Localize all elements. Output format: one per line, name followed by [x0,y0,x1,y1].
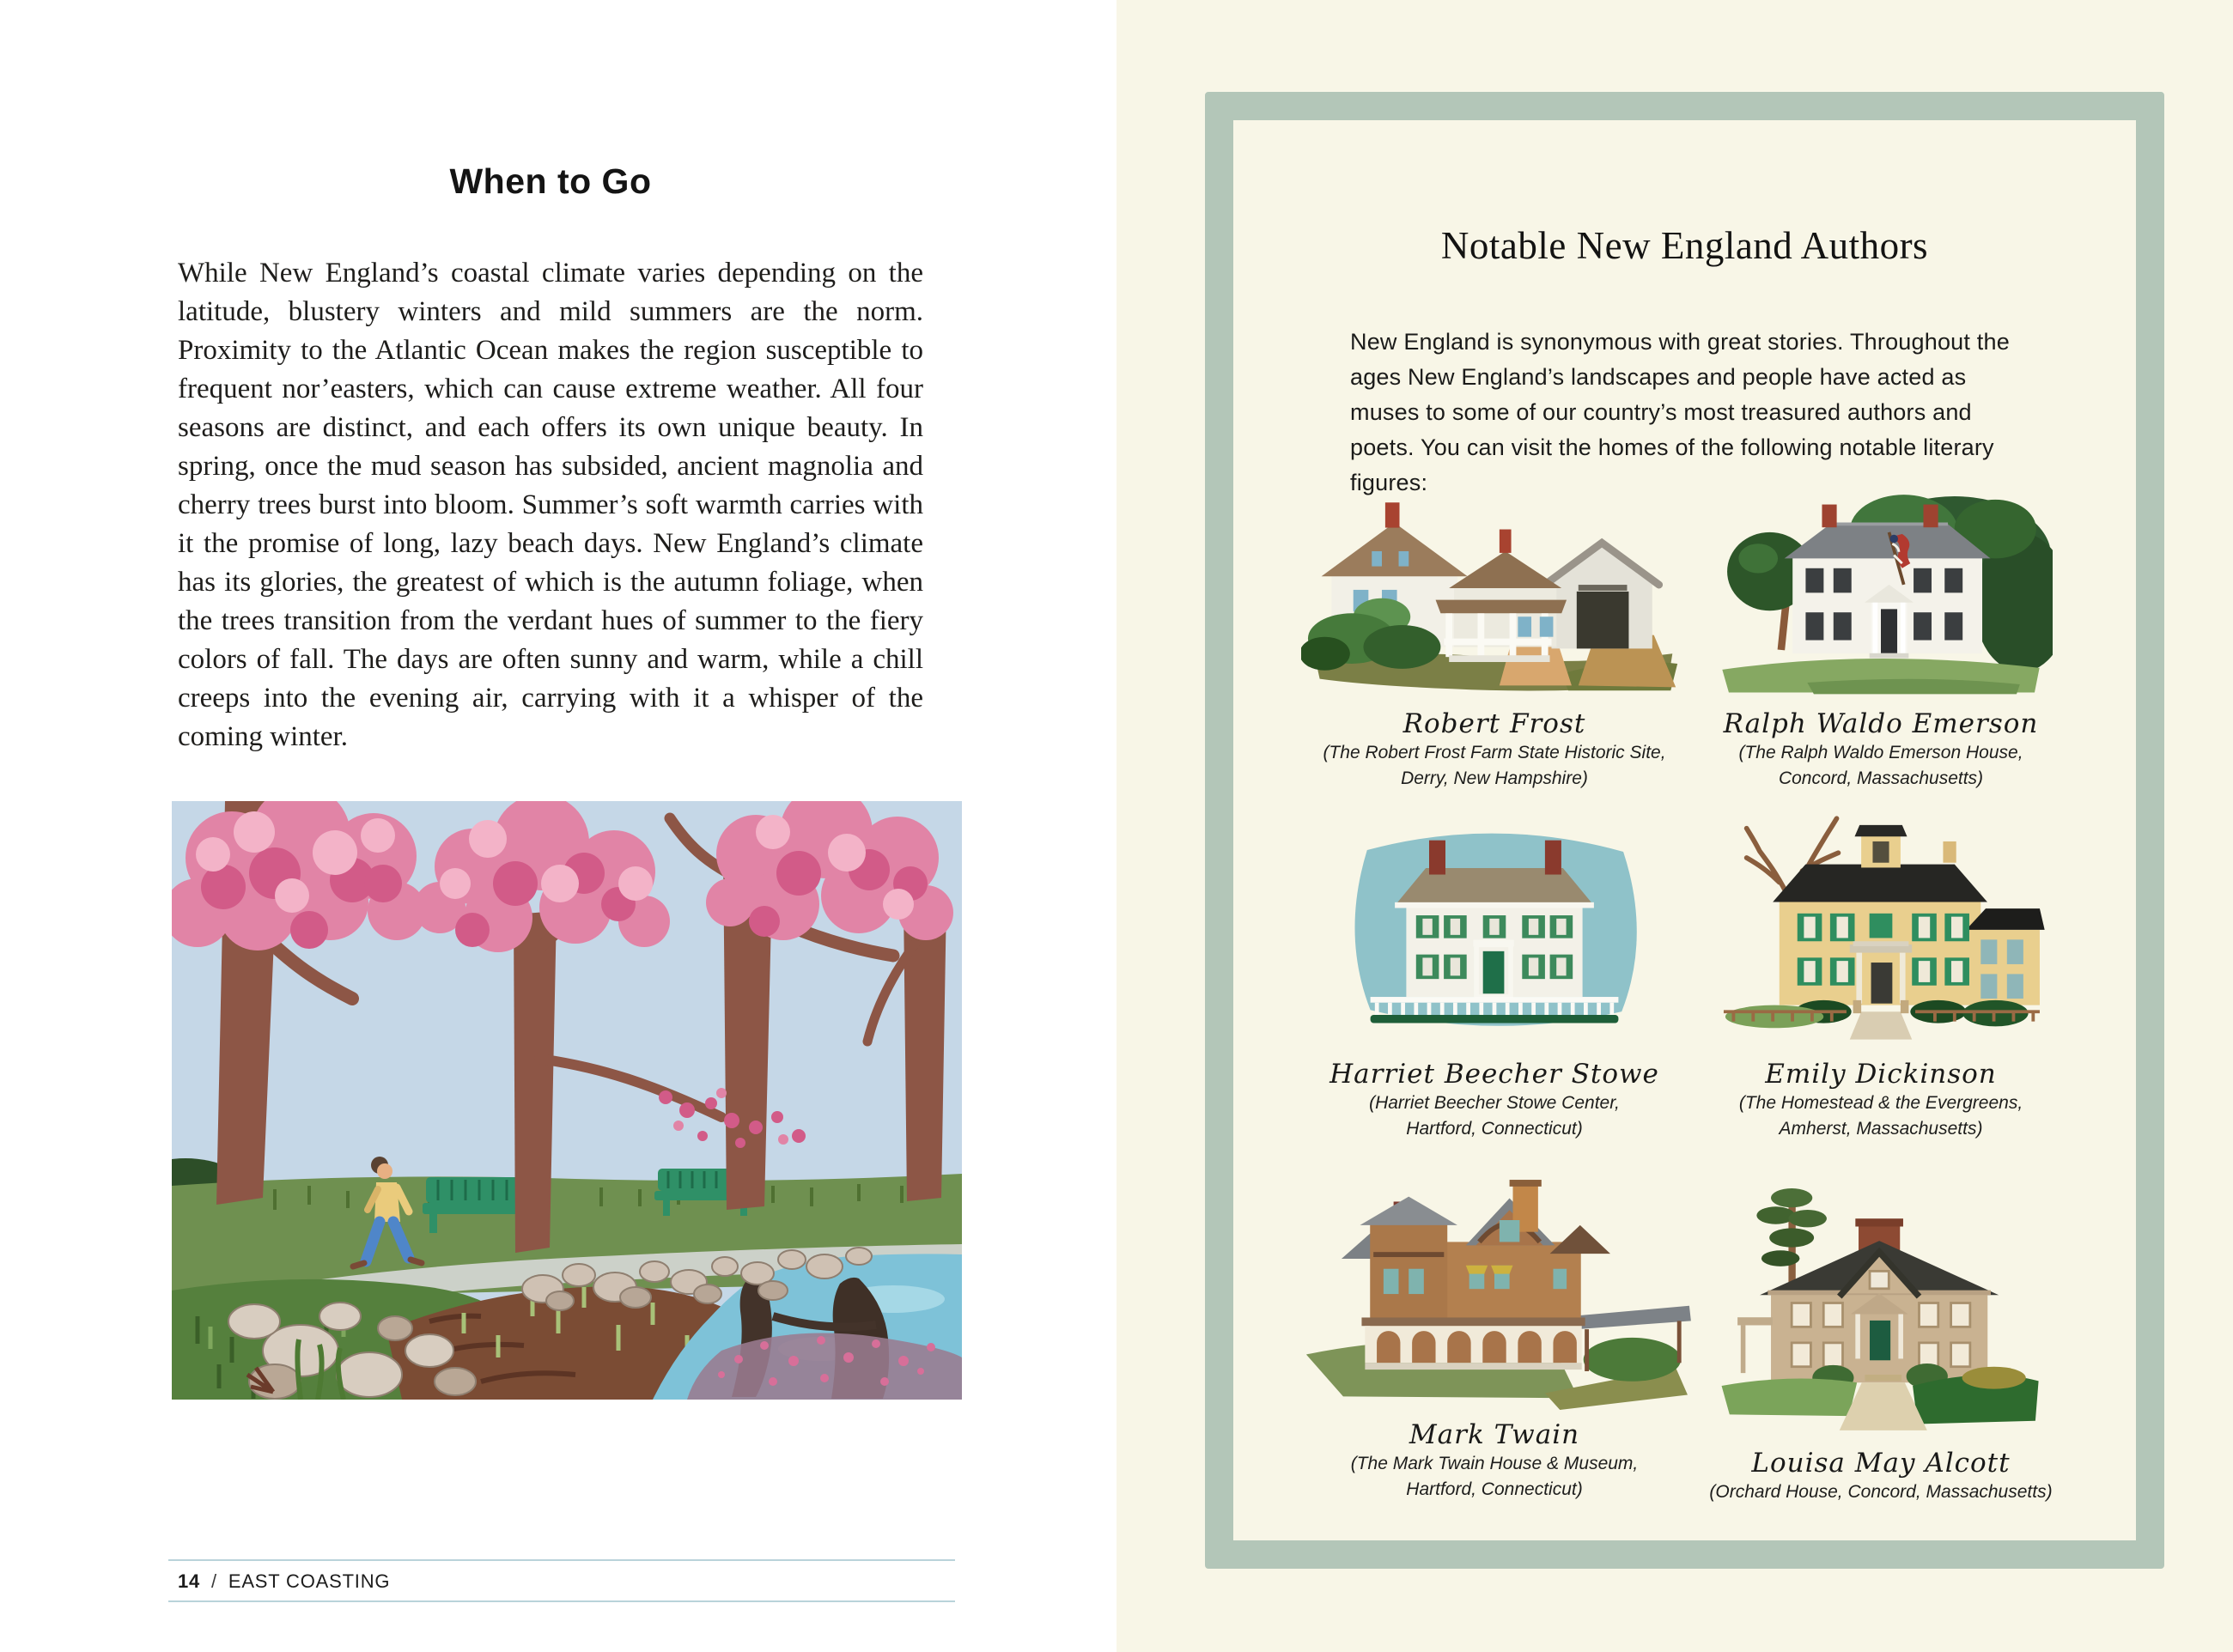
page-footer [168,1559,955,1602]
footer-separator: / [211,1570,217,1592]
author-caption-line2: Concord, Massachusetts) [1778,768,1984,788]
left-page [0,0,1116,1652]
author-caption-line2: Amherst, Massachusetts) [1779,1119,1983,1139]
author-caption-line1: (The Mark Twain House & Museum, [1350,1454,1639,1473]
frost-house-illustration [1280,471,1709,701]
stowe-house-illustration [1280,797,1709,1051]
section-heading: When to Go [449,161,652,201]
panel-intro: New England is synonymous with great stories. Throughout the ages New England’s landscapes and people have acted as muses to some of our country’s most treasured authors and poets. You can visit the homes of the following notable literary figures: [1350,329,2010,495]
author-name: Louisa May Alcott [1751,1448,2011,1479]
author-name: Robert Frost [1402,708,1586,739]
body-paragraph: While New England’s coastal climate varies depending on the latitude, blustery winters and mild summers are the norm. Proximity to the Atlantic Ocean makes the region susceptible to frequent nor’easters, which can cause extreme weather. All four seasons are distinct, and each offers its own unique beauty. In spring, once the mud season has subsided, ancient magnolia and cherry trees burst into bloom. Summer’s soft warmth carries with it the promise of long, lazy beach days. New England’s climate has its glories, the greatest of which is the autumn foliage, when the trees transition from the verdant hues of summer to the fiery colors of fall. The days are often sunny and warm, while a chill creeps into the evening air, carrying with it a whisper of the coming winter. [178,258,923,752]
book-title: EAST COASTING [228,1570,391,1592]
author-cell-louisa-may-alcott [1666,1135,2096,1505]
author-name: Ralph Waldo Emerson [1723,708,2039,739]
twain-house-illustration [1280,1135,1709,1412]
emerson-house-illustration [1666,471,2096,701]
author-cell-ralph-waldo-emerson [1666,471,2096,792]
author-name: Mark Twain [1409,1419,1580,1450]
footer-text [178,1570,390,1593]
author-caption-line2: Hartford, Connecticut) [1406,1479,1583,1499]
panel-title: Notable New England Authors [1440,224,1929,267]
author-caption-line1: (The Ralph Waldo Emerson House, [1738,743,2023,762]
author-cell-harriet-beecher-stowe [1280,797,1709,1142]
dickinson-house-illustration [1666,797,2096,1051]
author-caption-line2: Derry, New Hampshire) [1401,768,1588,788]
cherry-blossom-park-illustration [172,801,962,1400]
park-scene-graphic [172,801,962,1400]
author-cell-mark-twain [1280,1135,1709,1503]
author-caption-line1: (The Homestead & the Evergreens, [1738,1093,2023,1113]
right-page [1116,0,2233,1652]
author-caption-line1: (Harriet Beecher Stowe Center, [1369,1093,1620,1113]
author-cell-robert-frost [1280,471,1709,792]
alcott-house-illustration [1666,1135,2096,1440]
author-caption-line2: Hartford, Connecticut) [1406,1119,1583,1139]
author-caption-line1: (Orchard House, Concord, Massachusetts) [1709,1482,2053,1502]
page-number: 14 [178,1570,201,1592]
author-caption-line1: (The Robert Frost Farm State Historic Site, [1323,743,1666,762]
author-cell-emily-dickinson [1666,797,2096,1142]
author-name: Harriet Beecher Stowe [1329,1059,1659,1090]
author-name: Emily Dickinson [1765,1059,1997,1090]
